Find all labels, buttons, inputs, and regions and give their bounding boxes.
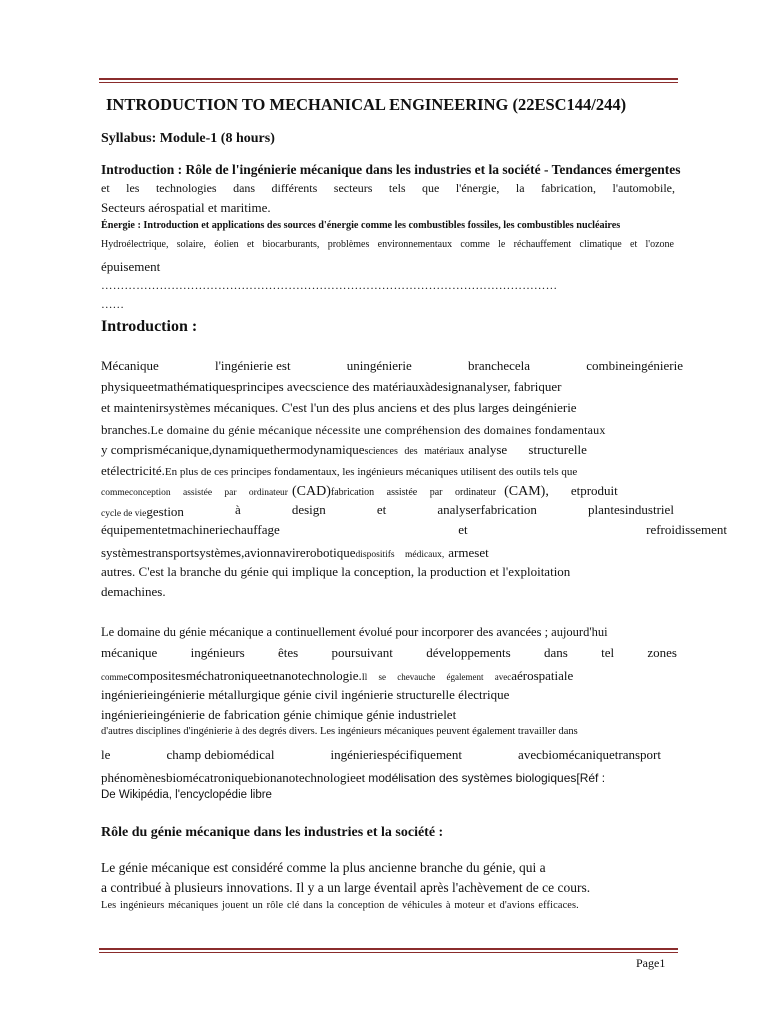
dots-line: ………………………………………………………………………………………………………: [101, 280, 558, 292]
p1-line-11: autres. C'est la branche du génie qui implique la conception, la production et l'exploitation: [101, 564, 571, 579]
p2-line-9: De Wikipédia, l'encyclopédie libre: [101, 789, 272, 801]
p3-line-1: Le génie mécanique est considéré comme la plus ancienne branche du génie, qui a: [101, 860, 546, 875]
header-rule: [99, 78, 678, 83]
section-role-heading: Rôle du génie mécanique dans les industries et la société :: [101, 825, 444, 840]
p2-line-4: ingénierieingénierie métallurgique génie civil ingénierie structurelle électrique: [101, 687, 510, 702]
energy-line-2: Hydroélectrique, solaire, éolien et biocarburants, problèmes environnementaux comme le réchauffement climatique et l'ozone: [101, 239, 674, 250]
p1-line-8: cycle de viegestion à design et analyserfabrication plantesindustriel: [101, 502, 674, 519]
energy-line: Énergie : Introduction et applications des sources d'énergie comme les combustibles fossiles, les combustibles nucléaires: [101, 220, 621, 231]
p1-line-6: etélectricité.En plus de ces principes fondamentaux, les ingénieurs mécaniques utilisent des outils tels que: [101, 463, 578, 478]
intro-heading-line: Introduction : Rôle de l'ingénierie mécanique dans les industries et la société - Tendances émergentes: [101, 162, 681, 177]
page-number: Page1: [636, 956, 666, 970]
p2-line-3: commecompositesméchatroniqueetnanotechnologie.Il se chevauche également avecaérospatiale: [101, 668, 574, 683]
p1-line-7: commeconception assistée par ordinateur (CAD)fabrication assistée par ordinateur (CAM), etproduit: [101, 483, 618, 499]
p2-line-5: ingénierieingénierie de fabrication génie chimique génie industrielet: [101, 707, 457, 722]
p1-line-5: y comprismécanique,dynamiquethermodynamiquesciences des matériaux analyse structurelle: [101, 442, 587, 457]
p1-line-12: demachines.: [101, 584, 166, 599]
syllabus-line: Syllabus: Module-1 (8 hours): [101, 131, 275, 146]
p3-line-2: a contribué à plusieurs innovations. Il y a un large éventail après l'achèvement de ce cours.: [101, 880, 591, 895]
intro-line-3: Secteurs aérospatial et maritime.: [101, 200, 271, 215]
p2-line-8: phénomènesbiomécatroniquebionanotechnologieet modélisation des systèmes biologiques[Réf :: [101, 770, 606, 785]
p1-line-4: branches.Le domaine du génie mécanique nécessite une compréhension des domaines fondamentaux: [101, 422, 606, 437]
p1-line-1: Mécanique l'ingénierie est uningénierie branchecela combineingénierie: [101, 358, 683, 373]
p2-line-6: d'autres disciplines d'ingénierie à des degrés divers. Les ingénieurs mécaniques peuvent également travailler dans: [101, 726, 578, 737]
energy-line-3: épuisement: [101, 259, 161, 274]
document-title: INTRODUCTION TO MECHANICAL ENGINEERING (22ESC144/244): [106, 95, 627, 114]
p2-line-7: le champ debiomédical ingénieriespécifiquement avecbiomécaniquetransport: [101, 747, 661, 762]
p1-line-3: et maintenirsystèmes mécaniques. C'est l'un des plus anciens et des plus larges deingénierie: [101, 400, 577, 415]
p1-line-2: physiqueetmathématiquesprincipes avecscience des matériauxàdesignanalyser, fabriquer: [101, 379, 562, 394]
footer-rule: [99, 948, 678, 953]
p3-line-3: Les ingénieurs mécaniques jouent un rôle clé dans la conception de véhicules à moteur et d'avions efficaces.: [101, 900, 579, 911]
dots-short: ……: [101, 299, 124, 311]
p1-line-10: systèmestransportsystèmes,avionnavirerobotiquedispositifs médicaux, armeset: [101, 545, 489, 560]
p2-line-2: mécanique ingénieurs êtes poursuivant développements dans tel zones: [101, 645, 677, 660]
p2-line-1: Le domaine du génie mécanique a continuellement évolué pour incorporer des avancées ; aujourd'hui: [101, 625, 608, 639]
intro-line-2: et les technologies dans différents secteurs tels que l'énergie, la fabrication, l'automobile,: [101, 181, 675, 195]
section-introduction-heading: Introduction :: [101, 318, 198, 335]
p1-line-9: équipementetmachineriechauffage et refroidissement: [101, 522, 727, 537]
